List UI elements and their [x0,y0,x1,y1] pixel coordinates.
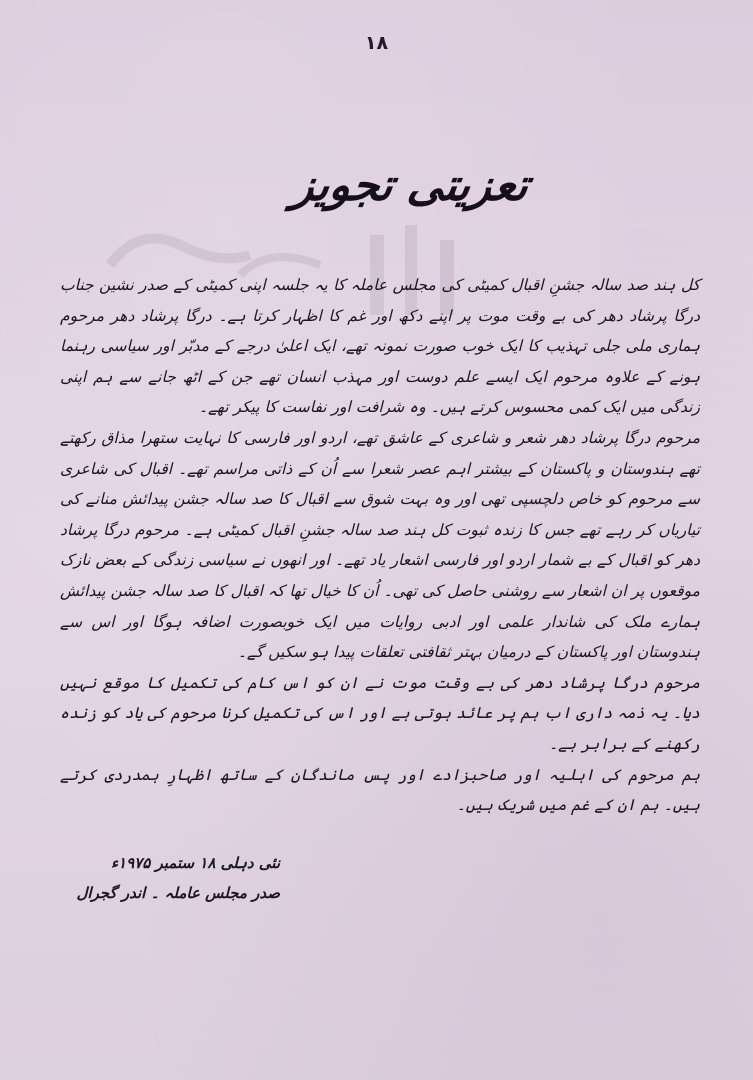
document-title: تعزیتی تجویز [289,160,532,211]
paragraph: مرحوم درگا پرشاد دھر کی بے وقت موت نے ان کو اس کام کی تکمیل کا موقع نہیں دیا۔ یہ ذمہ داری اب ہم پر عائد ہوتی ہے اور اس کی تکمیل کرنا مرحوم کی یاد کو زندہ رکھنے کے برابر ہے۔ [60,673,700,753]
place-date: نئی دہلی ۱۸ ستمبر ۱۹۷۵ء [110,854,280,872]
paragraph: کل ہند صد سالہ جشنِ اقبال کمیٹی کی مجلس عاملہ کا یہ جلسہ اپنی کمیٹی کے صدر نشین جناب درگا پرشاد دھر کی بے وقت موت پر اپنے دکھ اور غم کا اظہار کرتا ہے۔ درگا پرشاد دھر مرحوم ہماری ملی جلی تہذیب کا ایک خوب صورت نمونہ تھے، ایک اعلیٰ درجے کے مدبّر اور سیاسی رہنما ہونے کے علاوہ مرحوم ایک ایسے علم دوست اور مہذب انسان تھے جن کے اٹھ جانے سے ہم اپنی زندگی میں ایک کمی محسوس کرتے ہیں۔ وہ شرافت اور نفاست کا پیکر تھے۔ [60,276,700,417]
resolution-body [60,270,700,821]
paragraph: ہم مرحوم کی اہلیہ اور صاحبزادے اور پس ماندگان کے ساتھ اظہارِ ہمدردی کرتے ہیں۔ ہم ان کے غم میں شریک ہیں۔ [60,765,700,815]
signatory: صدر مجلس عاملہ ۔ اندر گجرال [76,884,280,902]
paragraph: مرحوم درگا پرشاد دھر شعر و شاعری کے عاشق تھے، اردو اور فارسی کا نہایت ستھرا مذاق رکھتے تھے ہندوستان و پاکستان کے بیشتر اہم عصر شعرا سے اُن کے ذاتی مراسم تھے۔ اقبال کی شاعری سے مرحوم کو خاص دلچسپی تھی اور وہ بہت شوق سے اقبال کا صد سالہ جشن پیدائش منانے کی تیاریاں کر رہے تھے جس کا زندہ ثبوت کل ہند صد سالہ جشنِ اقبال کمیٹی ہے۔ مرحوم درگا پرشاد دھر کو اقبال کے بے شمار اردو اور فارسی اشعار یاد تھے۔ اور انھوں نے سیاسی زندگی کے بعض نازک موقعوں پر ان اشعار سے روشنی حاصل کی تھی۔ اُن کا خیال تھا کہ اقبال کا صد سالہ جشن پیدائش ہمارے ملک کی شاندار علمی اور ادبی روایات میں ایک خوبصورت اضافہ ہوگا اور اس سے ہندوستان اور پاکستان کے درمیان بہتر ثقافتی تعلقات پیدا ہو سکیں گے۔ [60,428,700,662]
page-number: ۱۸ [364,32,389,54]
signature-block [76,848,280,908]
